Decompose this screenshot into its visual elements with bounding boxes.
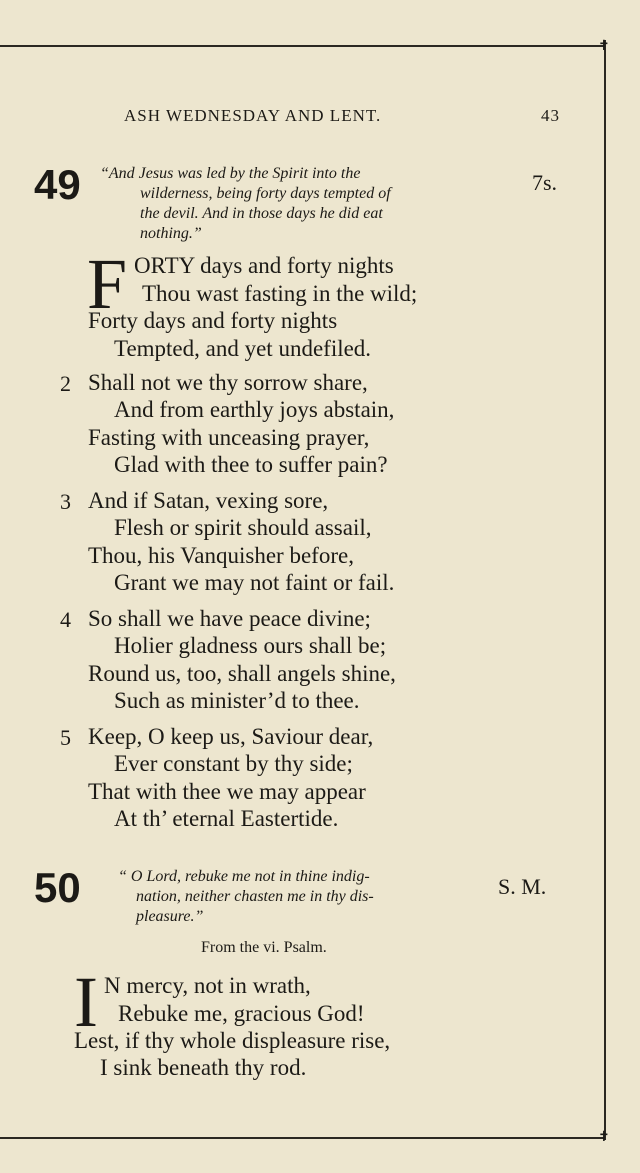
verse-line: And from earthly joys abstain, <box>114 397 395 422</box>
right-rule <box>604 40 606 1140</box>
verse-line: Round us, too, shall angels shine, <box>88 661 396 686</box>
hymn-meter: 7s. <box>532 170 558 195</box>
verse-line: I sink beneath thy rod. <box>100 1055 307 1080</box>
verse-line: Ever constant by thy side; <box>114 751 353 776</box>
verse-line: Flesh or spirit should assail, <box>114 515 372 540</box>
verse-line: Holier gladness ours shall be; <box>114 633 387 658</box>
verse-line: N mercy, not in wrath, <box>104 973 311 998</box>
epigraph-line: the devil. And in those days he did eat <box>140 205 383 222</box>
epigraph <box>118 867 484 927</box>
hymn-meter: S. M. <box>498 874 547 899</box>
verse-line: Forty days and forty nights <box>88 308 338 333</box>
drop-cap: F <box>87 244 128 324</box>
page-number: 43 <box>541 106 560 125</box>
cross-ornament-icon: ✝ <box>598 1129 610 1145</box>
top-rule <box>0 45 604 47</box>
verse-line: Glad with thee to suffer pain? <box>114 452 388 477</box>
hymn-source: From the vi. Psalm. <box>201 939 327 956</box>
bottom-rule <box>0 1137 604 1139</box>
verse-line: Keep, O keep us, Saviour dear, <box>88 724 374 749</box>
epigraph-line: “ O Lord, rebuke me not in thine indig- <box>118 868 370 885</box>
cross-ornament-icon: ✝ <box>598 38 610 54</box>
verse-line: That with thee we may appear <box>88 779 366 804</box>
drop-cap: I <box>74 962 98 1042</box>
epigraph-line: nothing.” <box>140 225 202 242</box>
verse-line: Rebuke me, gracious God! <box>118 1001 365 1026</box>
verse-line: And if Satan, vexing sore, <box>88 488 329 513</box>
hymn-number: 49 <box>34 161 81 208</box>
epigraph-line: nation, neither chasten me in thy dis- <box>136 888 374 905</box>
epigraph-line: “And Jesus was led by the Spirit into the <box>100 165 361 182</box>
verse-line: Lest, if thy whole displeasure rise, <box>74 1028 391 1053</box>
hymn-number: 50 <box>34 864 81 911</box>
verse-line: Fasting with unceasing prayer, <box>88 425 370 450</box>
verse-line: ORTY days and forty nights <box>134 253 394 278</box>
verse-line: Thou wast fasting in the wild; <box>142 281 418 306</box>
verse-line: Such as minister’d to thee. <box>114 688 360 713</box>
stanza-number: 5 <box>60 725 71 750</box>
verse-line: At th’ eternal Eastertide. <box>114 806 339 831</box>
verse-line: Shall not we thy sorrow share, <box>88 370 368 395</box>
verse-line: Tempted, and yet undefiled. <box>114 336 372 361</box>
stanza-number: 2 <box>60 371 71 396</box>
epigraph-line: wilderness, being forty days tempted of <box>140 185 391 202</box>
verse-line: Grant we may not faint or fail. <box>114 570 395 595</box>
epigraph <box>100 164 506 244</box>
epigraph-line: pleasure.” <box>136 908 204 925</box>
stanza-number: 3 <box>60 489 71 514</box>
stanza-number: 4 <box>60 607 71 632</box>
running-title: ASH WEDNESDAY AND LENT. <box>124 106 382 125</box>
verse-line: So shall we have peace divine; <box>88 606 371 631</box>
verse-line: Thou, his Vanquisher before, <box>88 543 354 568</box>
